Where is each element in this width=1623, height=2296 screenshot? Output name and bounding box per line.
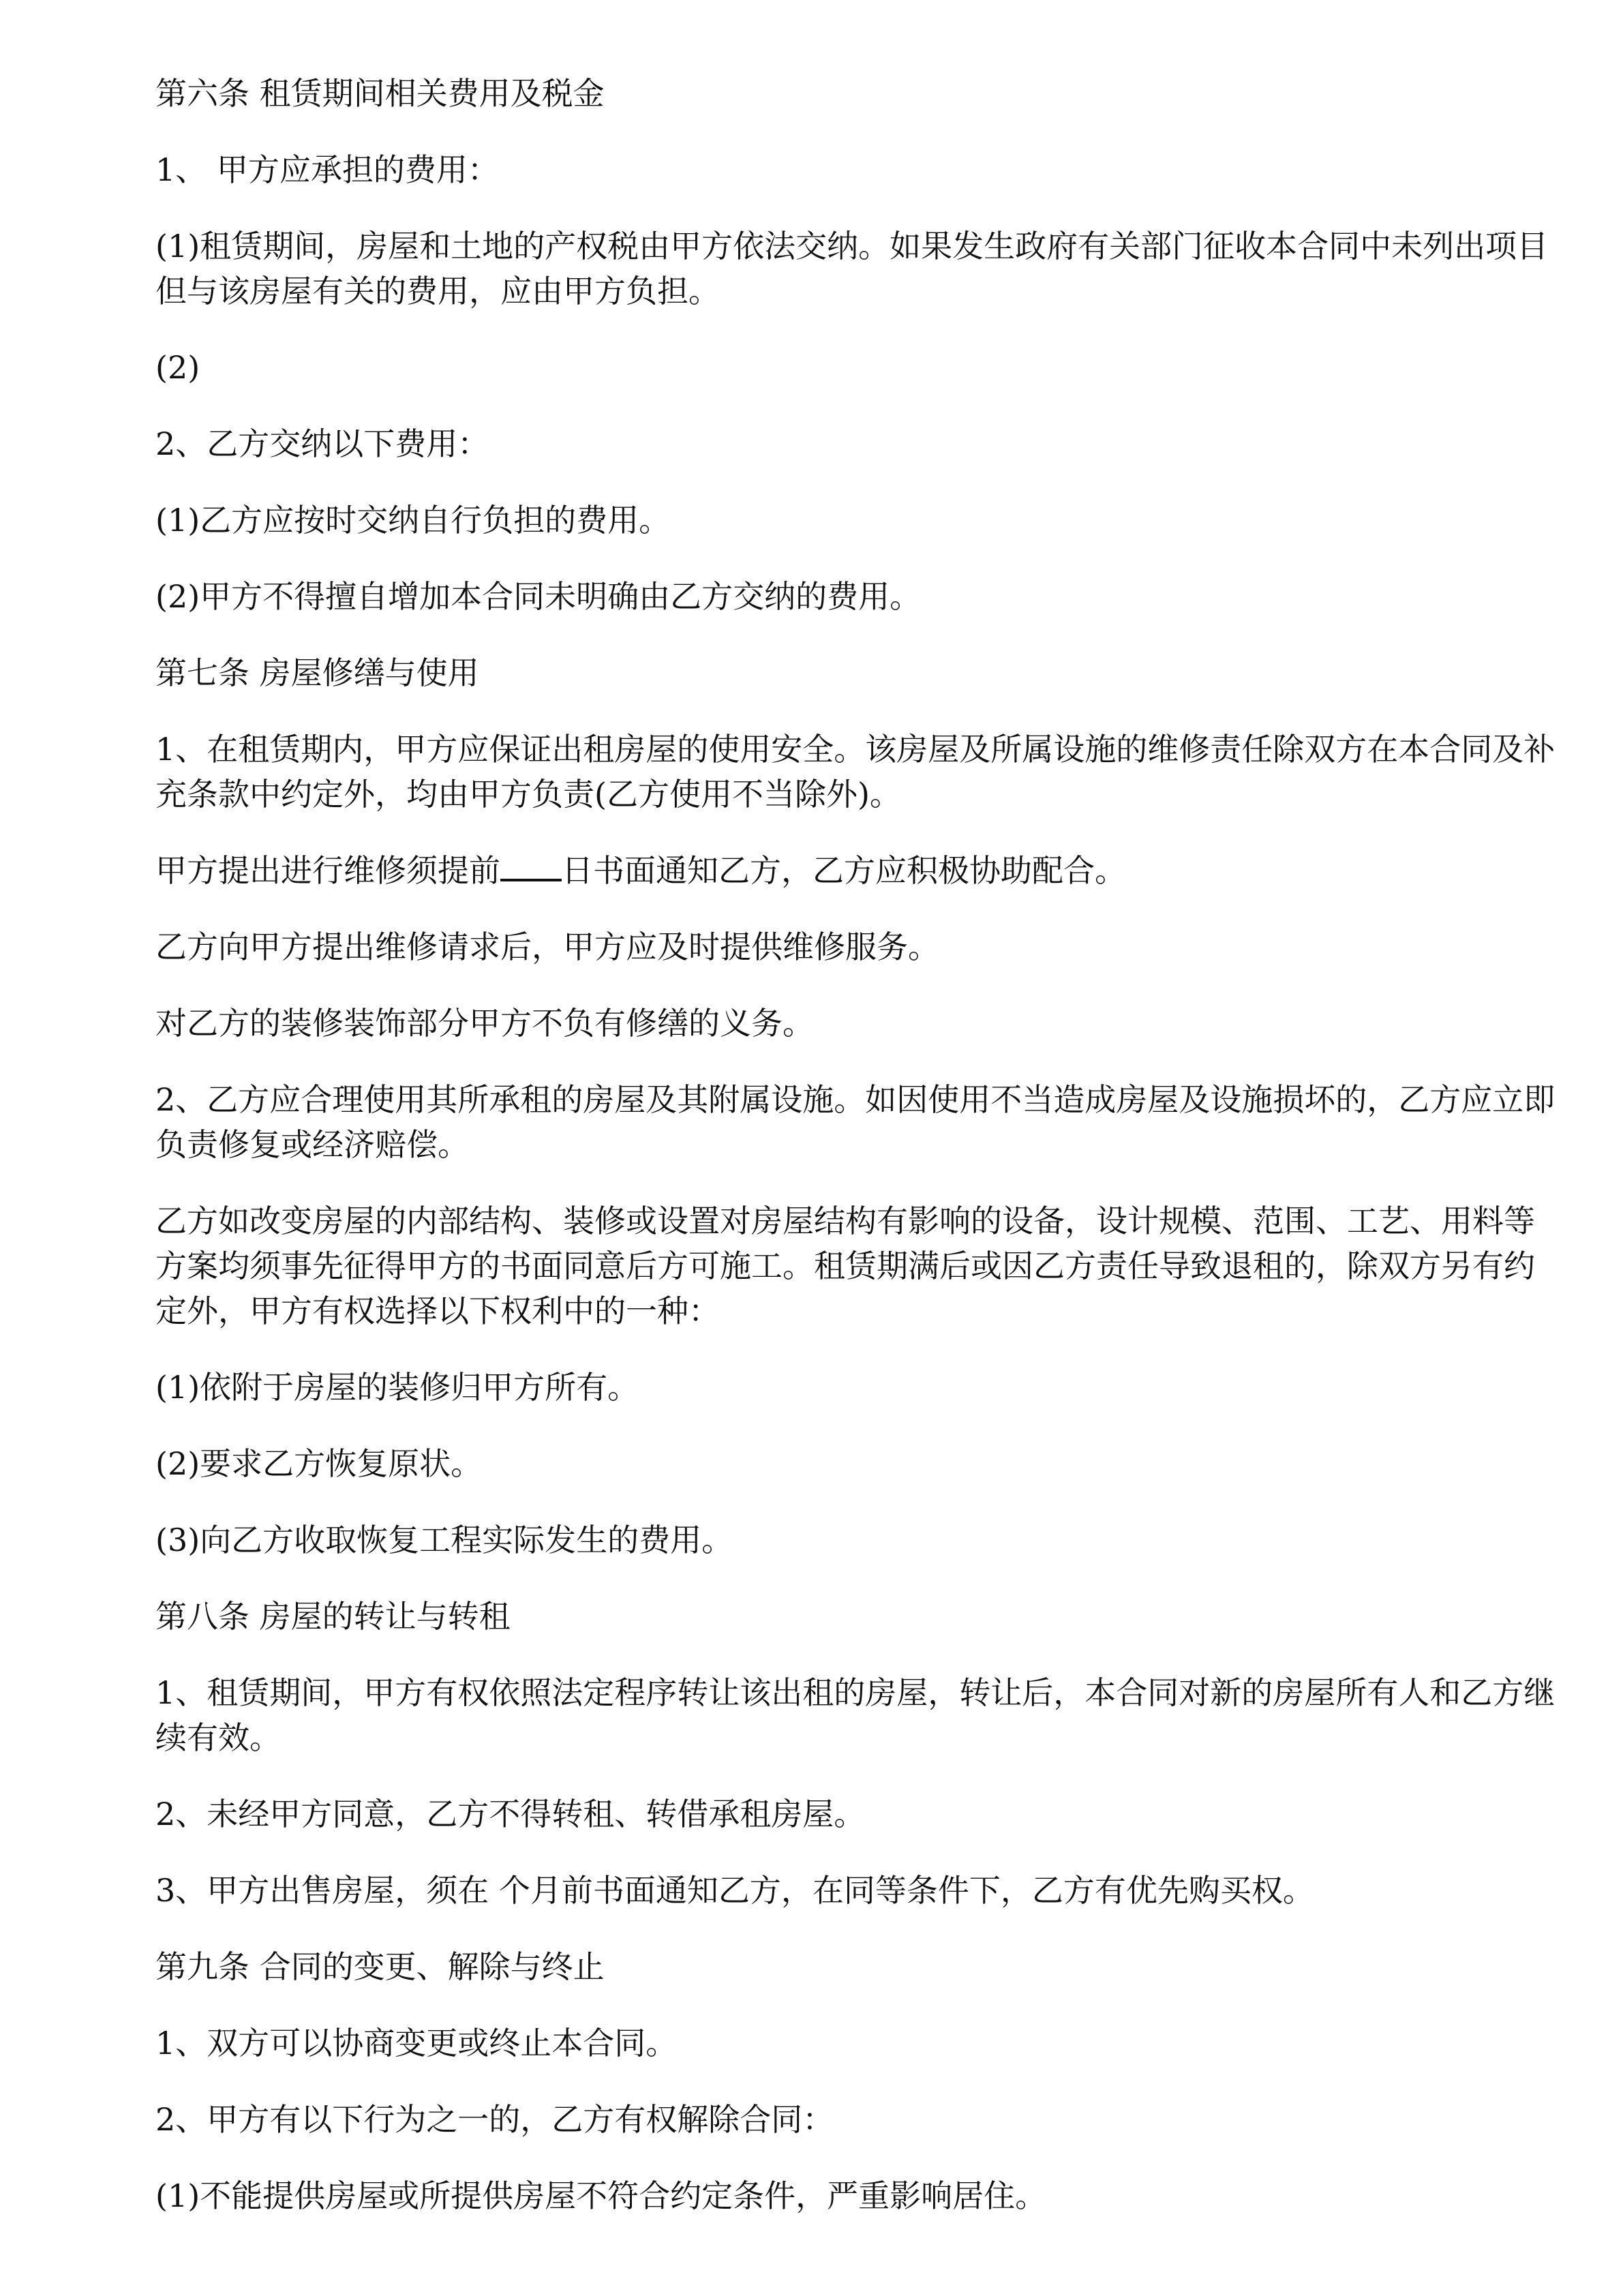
paragraph: 1、双方可以协商变更或终止本合同。 [155, 2025, 678, 2061]
repair-notice-before: 甲方提出进行维修须提前 [155, 852, 500, 889]
repair-notice-paragraph [155, 848, 1560, 893]
paragraph: 3、甲方出售房屋，须在 个月前书面通知乙方，在同等条件下，乙方有优先购买权。 [155, 1872, 1314, 1909]
paragraph: (3)向乙方收取恢复工程实际发生的费用。 [155, 1522, 733, 1558]
paragraph: (2)要求乙方恢复原状。 [155, 1445, 483, 1482]
fill-in-blank [500, 851, 562, 881]
paragraph: 1、在租赁期内，甲方应保证出租房屋的使用安全。该房屋及所属设施的维修责任除双方在本合同及补充条款中约定外，均由甲方负责(乙方使用不当除外)。 [155, 731, 1556, 813]
paragraph: 2、未经甲方同意，乙方不得转租、转借承租房屋。 [155, 1796, 866, 1832]
article-7-heading: 第七条 房屋修缮与使用 [155, 654, 479, 691]
paragraph: 乙方向甲方提出维修请求后，甲方应及时提供维修服务。 [155, 928, 939, 965]
paragraph: 1、 甲方应承担的费用： [155, 151, 499, 188]
paragraph: (1)租赁期间，房屋和土地的产权税由甲方依法交纳。如果发生政府有关部门征收本合同中未列出项目但与该房屋有关的费用，应由甲方负担。 [155, 228, 1549, 309]
paragraph: 2、乙方应合理使用其所承租的房屋及其附属设施。如因使用不当造成房屋及设施损坏的，乙方应立即负责修复或经济赔偿。 [155, 1081, 1556, 1163]
paragraph: 对乙方的装修装饰部分甲方不负有修缮的义务。 [155, 1005, 814, 1042]
paragraph: 乙方如改变房屋的内部结构、装修或设置对房屋结构有影响的设备，设计规模、范围、工艺、用料等方案均须事先征得甲方的书面同意后方可施工。租赁期满后或因乙方责任导致退租的，除双方另有约定外，甲方有权选择以下权利中的一种： [155, 1203, 1535, 1329]
paragraph: 2、乙方交纳以下费用： [155, 425, 489, 462]
repair-notice-after: 日书面通知乙方，乙方应积极协助配合。 [562, 852, 1126, 889]
article-9-heading: 第九条 合同的变更、解除与终止 [155, 1948, 605, 1985]
paragraph: (1)依附于房屋的装修归甲方所有。 [155, 1369, 639, 1406]
document-body [155, 71, 1560, 2250]
paragraph: (1)不能提供房屋或所提供房屋不符合约定条件，严重影响居住。 [155, 2177, 1047, 2214]
paragraph: 1、租赁期间，甲方有权依照法定程序转让该出租的房屋，转让后，本合同对新的房屋所有人和乙方继续有效。 [155, 1674, 1556, 1756]
paragraph: (1)乙方应按时交纳自行负担的费用。 [155, 502, 671, 539]
paragraph: (2)甲方不得擅自增加本合同未明确由乙方交纳的费用。 [155, 578, 922, 615]
paragraph: 2、甲方有以下行为之一的，乙方有权解除合同： [155, 2101, 834, 2138]
article-6-heading: 第六条 租赁期间相关费用及税金 [155, 75, 605, 112]
paragraph: (2) [155, 349, 200, 386]
article-8-heading: 第八条 房屋的转让与转租 [155, 1598, 511, 1635]
